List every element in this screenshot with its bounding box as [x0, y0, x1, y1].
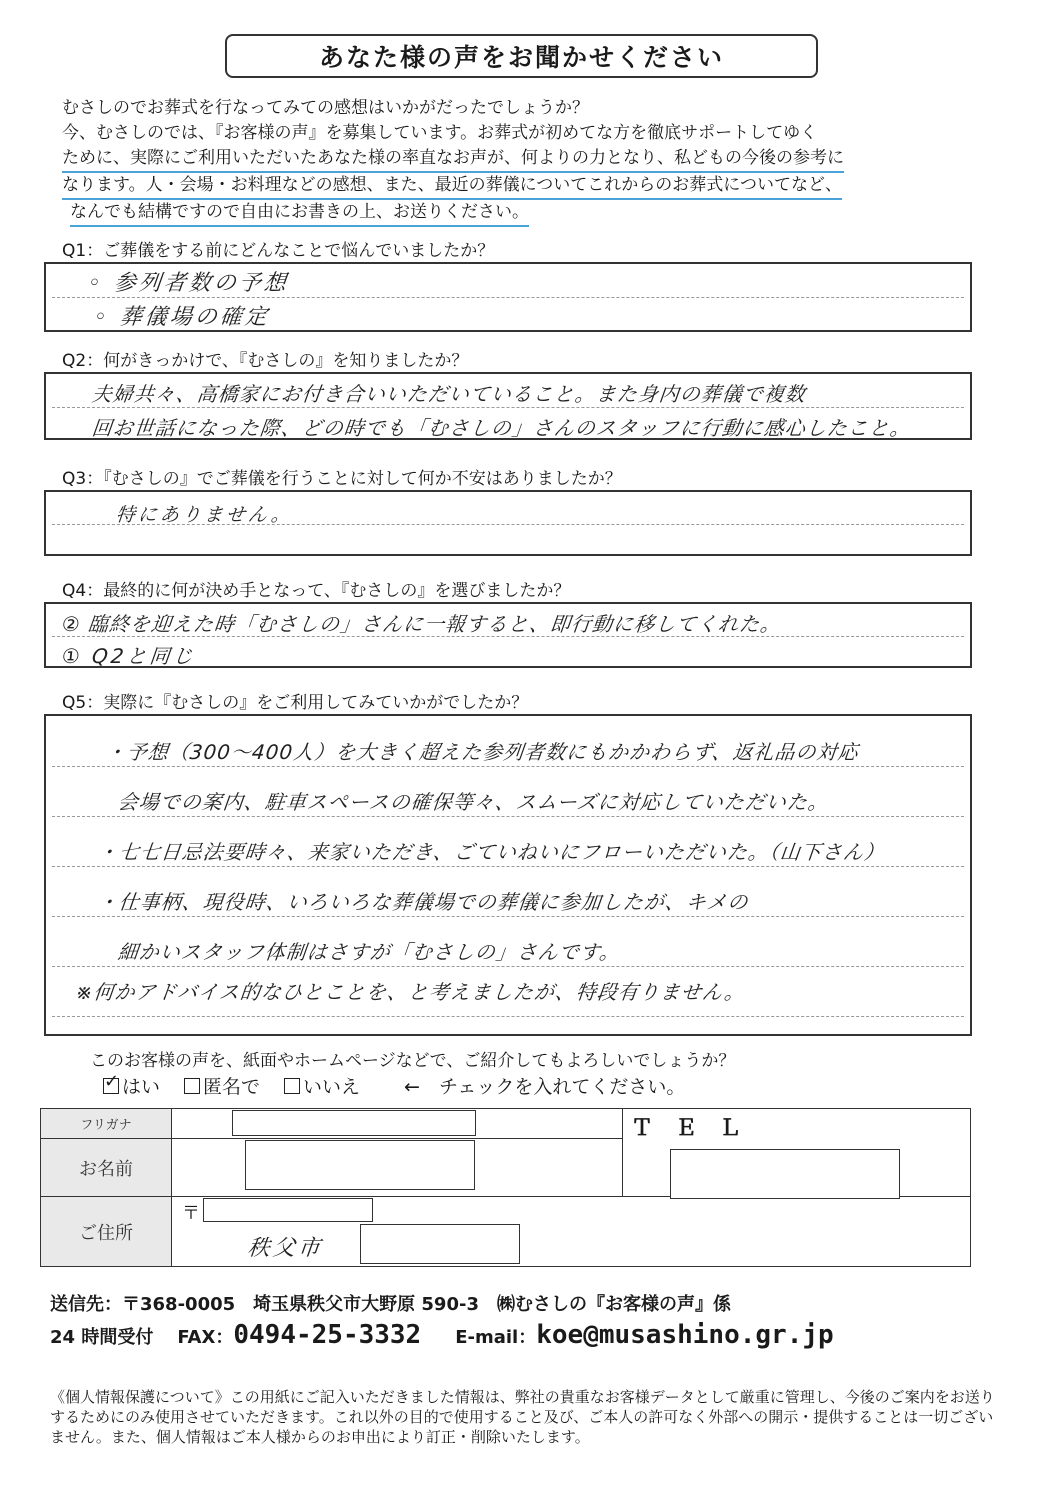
intro-line: むさしのでお葬式を行なってみての感想はいかがだったでしょうか？ — [62, 98, 589, 118]
intro-line: なんでも結構ですので自由にお書きの上、お送りください。 — [70, 200, 529, 227]
q3-answer-box[interactable] — [44, 490, 972, 556]
redacted-tel — [670, 1149, 900, 1199]
consent-option-label: 匿名で — [203, 1076, 261, 1098]
consent-option-yes[interactable] — [103, 1072, 160, 1099]
q1-label: Q1：ご葬儀をする前にどんなことで悩んでいましたか？ — [62, 241, 495, 261]
fax-number: 0494-25-3332 — [233, 1320, 422, 1350]
q5-answer-line: ・予想（300〜400人）を大きく超えた参列者数にもかかわらず、返礼品の対応 — [104, 740, 860, 764]
q1-answer-line: ◦ 参列者数の予想 — [86, 271, 291, 296]
q5-answer-line: 会場での案内、駐車スペースの確保等々、スムーズに対応していただいた。 — [116, 790, 831, 814]
q5-label: Q5：実際に『むさしの』をご利用してみていかがでしたか？ — [62, 693, 529, 713]
consent-option-label: いいえ — [303, 1076, 361, 1098]
tel-label: Ｔ Ｅ Ｌ — [631, 1115, 742, 1141]
address-city: 秩父市 — [246, 1236, 325, 1261]
q5-answer-line: 細かいスタッフ体制はさすが「むさしの」さんです。 — [116, 940, 622, 964]
name-label: お名前 — [41, 1139, 172, 1197]
furigana-label: フリガナ — [41, 1109, 172, 1139]
consent-option-anonymous[interactable] — [184, 1072, 260, 1099]
consent-option-label: はい — [122, 1076, 161, 1098]
fax-label: FAX： — [177, 1327, 234, 1348]
q5-answer-line: ・七七日忌法要時々、来家いただき、ごていねいにフローいただいた。（山下さん） — [96, 840, 887, 864]
consent-options — [103, 1072, 685, 1099]
email-label: E-mail： — [455, 1327, 537, 1348]
q4-answer-line: ② 臨終を迎えた時「むさしの」さんに一報すると、即行動に移してくれた。 — [60, 612, 783, 636]
reception-hours: 24 時間受付 — [50, 1327, 154, 1348]
q5-answer-box[interactable] — [44, 714, 972, 1036]
consent-option-no[interactable] — [284, 1072, 360, 1099]
q5-answer-line: ※何かアドバイス的なひとことを、と考えましたが、特段有りません。 — [74, 980, 747, 1004]
redacted-name — [245, 1140, 475, 1190]
q2-answer-line: 夫婦共々、高橋家にお付き合いいただいていること。また身内の葬儀で複数 — [90, 382, 808, 406]
fax-email-line — [50, 1320, 834, 1350]
send-to-address: 送信先：〒368-0005 埼玉県秩父市大野原 590-3 ㈱むさしの『お客様の声』係 — [50, 1294, 731, 1315]
consent-instruction: ← チェックを入れてください。 — [404, 1076, 686, 1098]
intro-text — [62, 96, 962, 227]
consent-question: このお客様の声を、紙面やホームページなどで、ご紹介してもよろしいでしょうか？ — [90, 1051, 736, 1071]
q4-label: Q4：最終的に何が決め手となって、『むさしの』を選びましたか？ — [62, 581, 571, 601]
intro-line: なります。人・会場・お料理などの感想、また、最近の葬儀についてこれからのお葬式についてなど、 — [62, 173, 842, 200]
q2-answer-line: 回お世話になった際、どの時でも「むさしの」さんのスタッフに行動に感心したこと。 — [90, 416, 913, 440]
q3-label: Q3：『むさしの』でご葬儀を行うことに対して何か不安はありましたか？ — [62, 469, 622, 489]
q4-answer-box[interactable] — [44, 602, 972, 668]
q1-answer-line: ◦ 葬儀場の確定 — [92, 305, 272, 330]
q2-answer-box[interactable] — [44, 372, 972, 440]
redacted-furigana — [232, 1110, 476, 1136]
email-address: koe@musashino.gr.jp — [536, 1320, 834, 1350]
intro-line: ために、実際にご利用いただいたあなた様の率直なお声が、何よりの力となり、私どもの今後の参考に — [62, 146, 844, 173]
address-label: ご住所 — [41, 1197, 172, 1267]
checkbox-checked-icon[interactable] — [103, 1078, 119, 1094]
q2-label: Q2：何がきっかけで、『むさしの』を知りましたか？ — [62, 351, 469, 371]
privacy-notice: 《個人情報保護について》この用紙にご記入いただきました情報は、弊社の貴重なお客様データとして厳重に管理し、今後のご案内をお送りするためにのみ使用させていただきます。これ以外の目的で使用すること及び、ご本人の許可なく外部への開示・提供することは一切ございません。また、個人情報はご本人様からのお申出により訂正・削除いたします。 — [50, 1388, 995, 1446]
form-title: あなた様の声をお聞かせください — [225, 34, 818, 78]
q4-answer-line: ① Q2と同じ — [60, 644, 197, 668]
redacted-postal — [203, 1198, 373, 1222]
postal-mark: 〒 — [182, 1203, 200, 1224]
q3-answer-line: 特にありません。 — [114, 504, 295, 526]
checkbox-icon[interactable] — [184, 1078, 200, 1094]
checkbox-icon[interactable] — [284, 1078, 300, 1094]
intro-line: 今、むさしのでは、『お客様の声』を募集しています。お葬式が初めてな方を徹底サポートしてゆく — [62, 123, 818, 143]
q1-answer-box[interactable] — [44, 262, 972, 332]
redacted-address — [360, 1224, 520, 1264]
q5-answer-line: ・仕事柄、現役時、いろいろな葬儀場での葬儀に参加したが、キメの — [96, 890, 750, 914]
